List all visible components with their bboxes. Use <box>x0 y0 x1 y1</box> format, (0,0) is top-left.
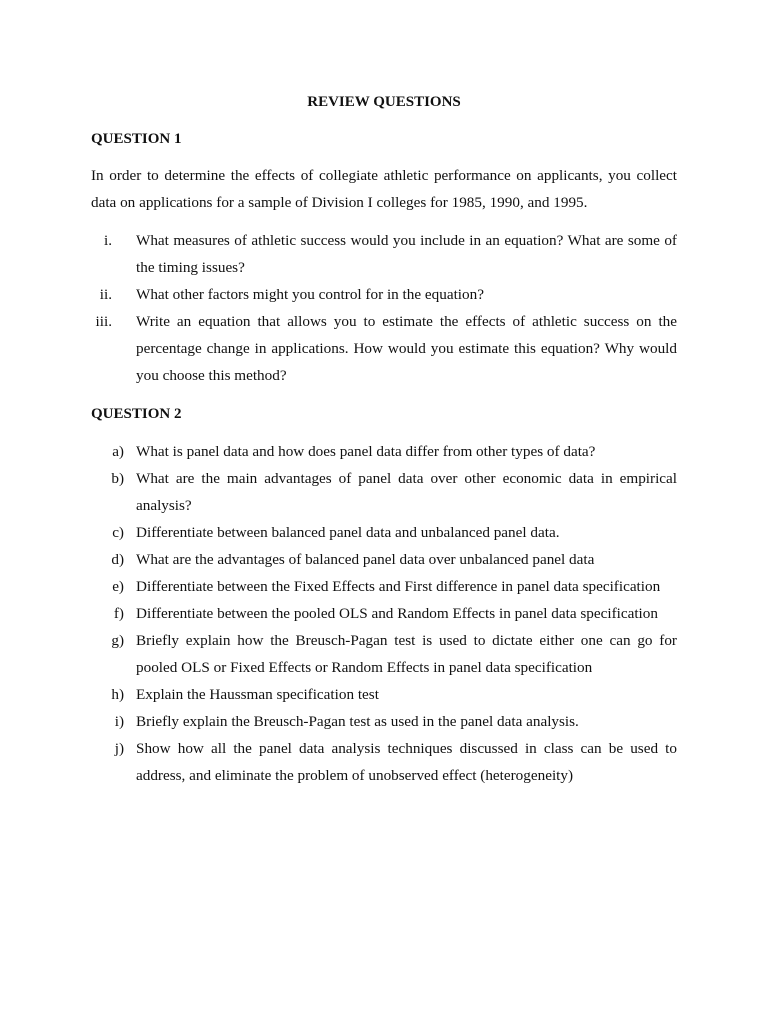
list-marker: iii. <box>95 313 112 330</box>
list-item-text: Differentiate between the Fixed Effects and First difference in panel data specification <box>136 578 661 595</box>
list-item <box>0 735 768 789</box>
question-2-heading: QUESTION 2 <box>91 406 182 422</box>
list-item <box>0 573 768 600</box>
list-item <box>0 308 768 389</box>
list-marker: a) <box>112 443 124 460</box>
list-item-text: What measures of athletic success would you include in an equation? What are some of the timing issues? <box>136 232 677 276</box>
list-marker: g) <box>111 632 124 649</box>
list-marker: h) <box>111 686 124 703</box>
list-item-text: What are the main advantages of panel data over other economic data in empirical analysis? <box>136 470 677 514</box>
list-marker: i. <box>103 232 112 249</box>
list-marker: d) <box>111 551 124 568</box>
list-item-text: What are the advantages of balanced panel data over unbalanced panel data <box>136 551 595 568</box>
list-item-text: Write an equation that allows you to estimate the effects of athletic success on the percentage change in applications. How would you estimate this equation? Why would you choose this method? <box>136 313 677 384</box>
list-marker: j) <box>114 740 124 757</box>
list-marker: b) <box>111 470 124 487</box>
list-item <box>0 465 768 519</box>
question-2-list <box>0 438 768 789</box>
list-item <box>0 627 768 681</box>
list-item-text: Briefly explain how the Breusch-Pagan test is used to dictate either one can go for pooled OLS or Fixed Effects or Random Effects in panel data specification <box>136 632 677 676</box>
list-marker: c) <box>112 524 124 541</box>
list-item <box>0 281 768 308</box>
question-1-heading: QUESTION 1 <box>91 131 182 147</box>
list-item <box>0 438 768 465</box>
list-item-text: Show how all the panel data analysis techniques discussed in class can be used to address, and eliminate the problem of unobserved effect (heterogeneity) <box>136 740 677 784</box>
list-item <box>0 519 768 546</box>
list-item <box>0 227 768 281</box>
list-marker: i) <box>114 713 124 730</box>
list-marker: e) <box>112 578 124 595</box>
list-item-text: Differentiate between balanced panel data and unbalanced panel data. <box>136 524 560 541</box>
list-item <box>0 708 768 735</box>
list-item <box>0 546 768 573</box>
question-1-intro: In order to determine the effects of collegiate athletic performance on applicants, you collect data on applications for a sample of Division I colleges for 1985, 1990, and 1995. <box>91 167 677 211</box>
list-item-text: What is panel data and how does panel data differ from other types of data? <box>136 443 596 460</box>
list-marker: f) <box>113 605 124 622</box>
question-1-list <box>0 227 768 389</box>
list-item <box>0 600 768 627</box>
document-title: REVIEW QUESTIONS <box>307 94 461 110</box>
list-marker: ii. <box>99 286 112 303</box>
list-item <box>0 681 768 708</box>
list-item-text: Differentiate between the pooled OLS and Random Effects in panel data specification <box>136 605 658 622</box>
list-item-text: Explain the Haussman specification test <box>136 686 379 703</box>
list-item-text: Briefly explain the Breusch-Pagan test as used in the panel data analysis. <box>136 713 579 730</box>
list-item-text: What other factors might you control for in the equation? <box>136 286 484 303</box>
